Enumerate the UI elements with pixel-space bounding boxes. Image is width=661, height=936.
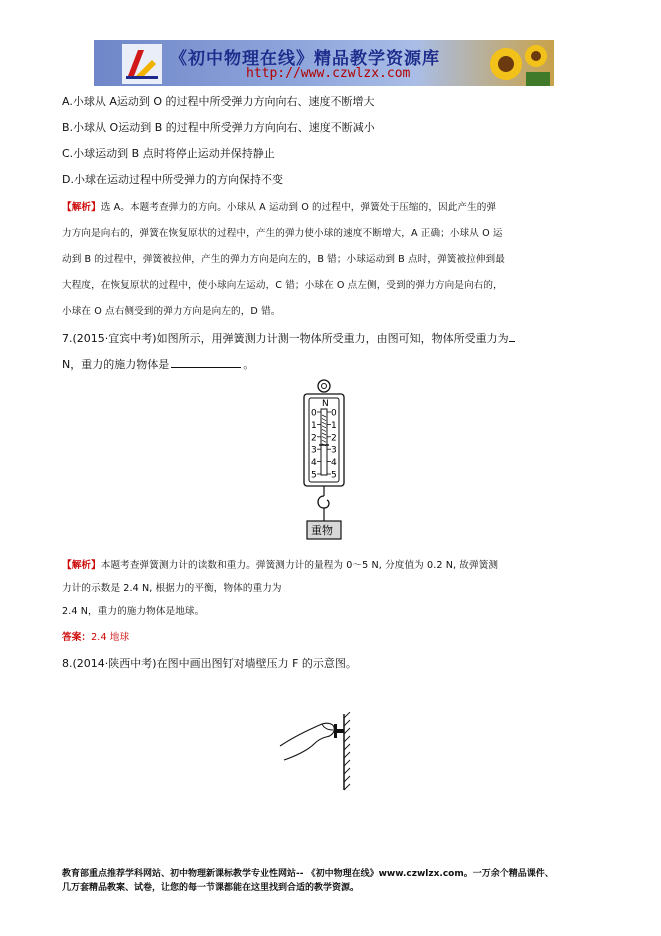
analysis1-line-1: 【解析】选 A。本题考查弹力的方向。小球从 A 运动到 O 的过程中，弹簧处于压缩的，因此产生的弹 — [62, 202, 497, 213]
top-ring — [318, 380, 330, 392]
analysis1-line-4: 大程度，在恢复原状的过程中，使小球向左运动，C 错；小球在 O 点左侧，受到的弹力方向是向右的， — [62, 280, 503, 291]
tack-pin — [337, 729, 344, 733]
answer-line — [62, 631, 129, 645]
tick-label-left: 4 — [311, 458, 317, 469]
unit-label: N — [322, 399, 329, 409]
thumbnail — [322, 724, 333, 730]
top-ring-inner — [322, 384, 327, 389]
header-url[interactable]: http://www.czwlzx.com — [246, 66, 411, 81]
hook — [318, 496, 329, 508]
tick-label-right: 3 — [331, 445, 337, 456]
q7-line-2: N，重力的施力物体是 。 — [62, 358, 255, 371]
analysis2-line-1: 【解析】本题考查弹簧测力计的读数和重力。弹簧测力计的量程为 0～5 N, 分度值为 0.2 N, 故弹簧测 — [62, 560, 499, 571]
tick-label-left: 2 — [311, 433, 317, 444]
q7-line-1: 7.(2015·宜宾中考)如图所示，用弹簧测力计测一物体所受重力，由图可知，物体所受重力为 — [62, 331, 515, 346]
tick-label-right: 4 — [331, 458, 337, 469]
tick-label-left: 1 — [311, 420, 317, 431]
analysis2-tag: 【解析】 — [62, 560, 101, 571]
option-a: A.小球从 A运动到 O 的过程中所受弹力方向向右、速度不断增大 — [62, 95, 375, 108]
q8-line: 8.(2014·陕西中考)在图中画出图钉对墙壁压力 F 的示意图。 — [62, 657, 357, 670]
tick-label-right: 2 — [331, 433, 337, 444]
header-banner — [94, 40, 554, 86]
tick-label-left: 3 — [311, 445, 317, 456]
option-b: B.小球从 O运动到 B 的过程中所受弹力方向向右、速度不断减小 — [62, 121, 375, 134]
footer-line-1: 教育部重点推荐学科网站、初中物理新课标教学专业性网站-- 《初中物理在线》www.czwlzx.com。一万余个精品课件、 — [62, 869, 554, 879]
tick-label-right: 5 — [331, 470, 337, 481]
answer-text: 2.4 地球 — [91, 632, 130, 643]
analysis-tag: 【解析】 — [62, 202, 101, 213]
site-logo-icon — [122, 44, 162, 84]
analysis2-line-2: 力计的示数是 2.4 N, 根据力的平衡，物体的重力为 — [62, 583, 282, 594]
sunflower-icon — [480, 42, 550, 86]
wall-hatching — [344, 712, 350, 790]
footer-line-2: 几万套精品教案、试卷，让您的每一节课都能在这里找到合适的教学资源。 — [62, 883, 360, 893]
analysis1-line-2: 力方向是向右的，弹簧在恢复原状的过程中，产生的弹力使小球的速度不断增大，A 正确；小球从 O 运 — [62, 228, 503, 239]
tick-label-left: 0 — [311, 408, 317, 419]
analysis2-line-3: 2.4 N，重力的施力物体是地球。 — [62, 606, 205, 617]
analysis1-line-3: 动到 B 的过程中，弹簧被拉伸，产生的弹力方向是向左的，B 错；小球运动到 B 点时，弹簧被拉伸到最 — [62, 254, 505, 265]
analysis1-line-5: 小球在 O 点右侧受到的弹力方向是向左的，D 错。 — [62, 306, 281, 317]
thumbtack-figure — [278, 712, 358, 794]
q7-blank-2[interactable] — [171, 357, 241, 368]
spring-scale-figure — [294, 375, 364, 545]
option-d: D.小球在运动过程中所受弹力的方向保持不变 — [62, 173, 283, 186]
header-title: 《初中物理在线》精品教学资源库 — [170, 49, 440, 69]
weight-label: 重物 — [311, 524, 333, 537]
tick-label-right: 1 — [331, 420, 337, 431]
tick-label-left: 5 — [311, 470, 317, 481]
answer-label: 答案： — [62, 632, 92, 643]
option-c: C.小球运动到 B 点时将停止运动并保持静止 — [62, 147, 275, 160]
q7-blank-1[interactable] — [509, 331, 515, 342]
tick-label-right: 0 — [331, 408, 337, 419]
